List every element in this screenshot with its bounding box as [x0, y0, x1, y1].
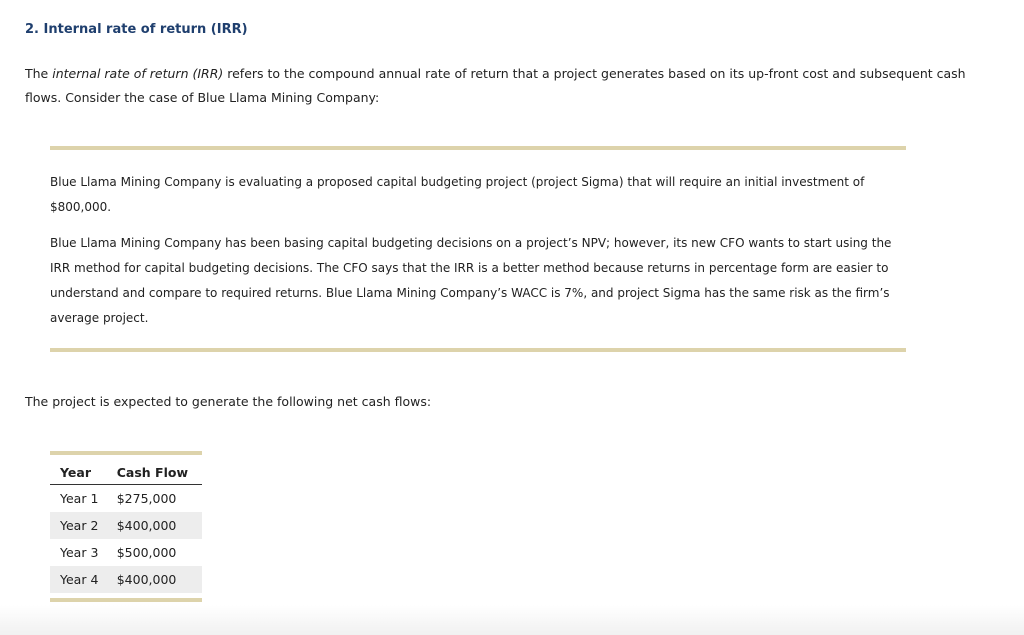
- scenario-paragraph-1: Blue Llama Mining Company is evaluating a proposed capital budgeting project (project Sigma) that will require an initial investment of $800,000.: [50, 175, 865, 214]
- page-bottom-shadow: [0, 605, 1024, 635]
- intro-term: internal rate of return (IRR): [52, 66, 224, 81]
- intro-paragraph: [25, 62, 985, 110]
- table-row: [50, 512, 202, 539]
- section-title: 2. Internal rate of return (IRR): [25, 22, 248, 37]
- scenario-bottom-rule: [50, 348, 906, 352]
- row-cash-flow: $500,000: [116, 545, 177, 560]
- header-year: Year: [50, 461, 107, 485]
- cash-flow-table: [50, 461, 202, 593]
- intro-text-after: refers to the compound annual rate of return that a project generates based on its up-front cost and subsequent cash flows. Consider the case of Blue Llama Mining Company:: [25, 66, 966, 105]
- row-year: Year 3: [60, 545, 99, 560]
- table-row: [50, 485, 202, 513]
- row-cash-flow: $400,000: [107, 512, 202, 539]
- cash-flow-intro: The project is expected to generate the following net cash flows:: [25, 394, 432, 409]
- table-header-row: [50, 461, 202, 485]
- intro-text-before: The: [25, 66, 53, 81]
- table-top-rule: [50, 451, 202, 455]
- table-row: [50, 566, 202, 593]
- table-row: [50, 539, 202, 566]
- row-year: Year 4: [50, 566, 107, 593]
- scenario-top-rule: [50, 146, 906, 150]
- cash-flow-table-container: [50, 451, 202, 602]
- row-year: Year 2: [50, 512, 107, 539]
- row-cash-flow: $275,000: [116, 491, 177, 506]
- scenario-paragraph-2: Blue Llama Mining Company has been basing capital budgeting decisions on a project’s NPV; however, its new CFO wants to start using the IRR method for capital budgeting decisions. The CFO says that the IRR is a better method because returns in percentage form are easier to understand and compare to required returns. Blue Llama Mining Company’s WACC is 7%, and project Sigma has the same risk as the firm’s average project.: [50, 236, 892, 325]
- table-bottom-rule: [50, 598, 202, 602]
- row-year: Year 1: [60, 491, 99, 506]
- row-cash-flow: $400,000: [107, 566, 202, 593]
- header-cash-flow: Cash Flow: [107, 461, 202, 485]
